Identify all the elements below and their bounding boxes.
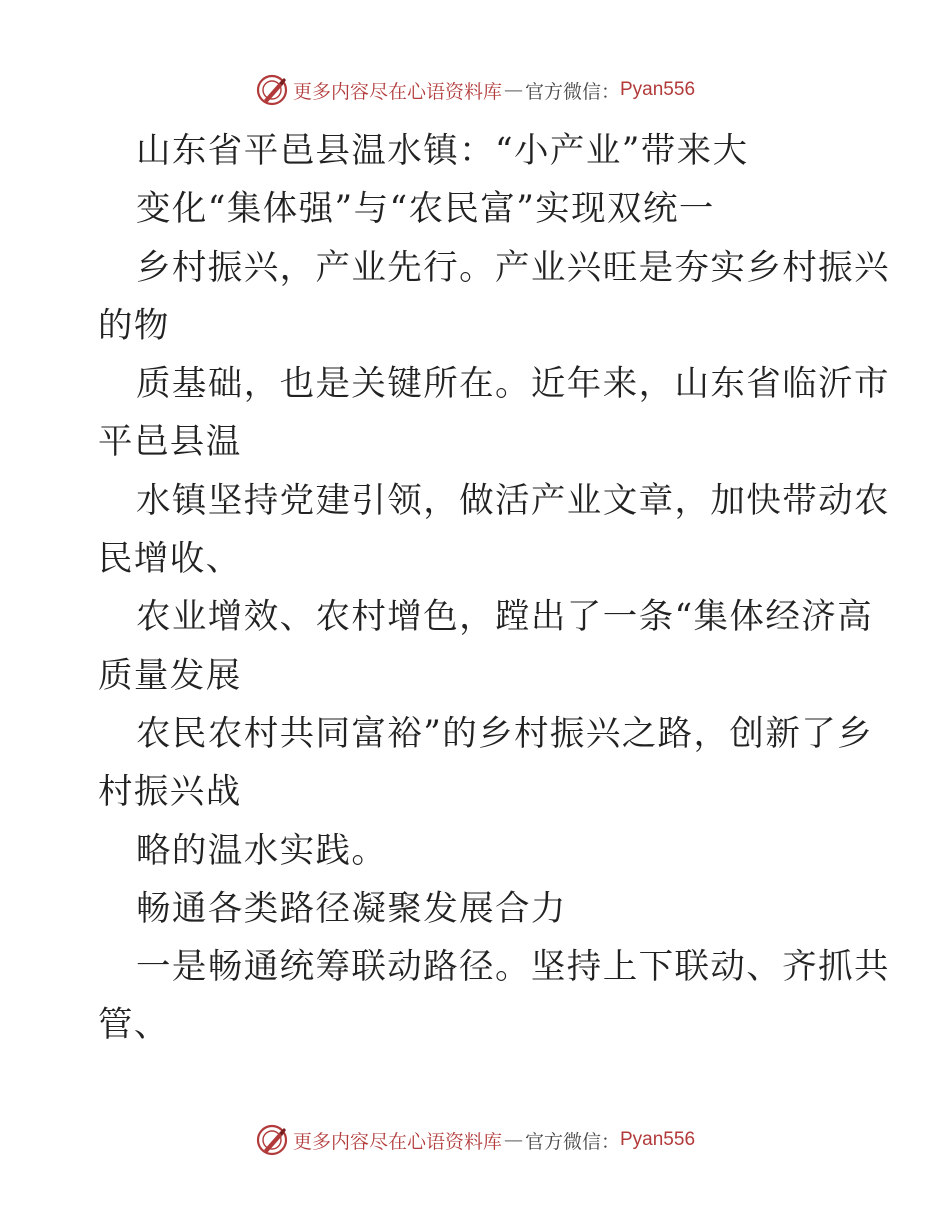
footer-banner (0, 1120, 950, 1160)
paragraph-line: 乡村振兴，产业先行。产业兴旺是夯实乡村振兴 (136, 247, 890, 288)
paragraph-line: 水镇坚持党建引领，做活产业文章，加快带动农 (136, 480, 890, 521)
banner-wechat-id: Pyan556 (620, 79, 696, 100)
paragraph-line: 的物 (98, 305, 170, 346)
title-line-1: 山东省平邑县温水镇：“小产业”带来大 (136, 131, 749, 171)
title-line-2: 变化“集体强”与“农民富”实现双统一 (136, 189, 715, 230)
banner-wechat-id: Pyan556 (620, 1129, 696, 1150)
paragraph-line: 民增收、 (98, 539, 242, 580)
banner-wechat-label: 官方微信： (524, 80, 620, 103)
header-banner (0, 70, 950, 110)
paragraph-line: 略的温水实践。 (136, 830, 388, 871)
paragraph-line: 村振兴战 (98, 772, 242, 813)
banner-text: 更多内容尽在心语资料库 (292, 80, 502, 103)
paragraph-line: 平邑县温 (98, 422, 242, 463)
banner-separator: — (503, 79, 523, 101)
banner-separator: — (503, 1129, 523, 1151)
paragraph-line: 农民农村共同富裕”的乡村振兴之路，创新了乡 (136, 713, 874, 754)
pen-logo-icon (255, 73, 289, 107)
section-heading: 畅通各类路径凝聚发展合力 (136, 888, 567, 929)
banner-text: 更多内容尽在心语资料库 (292, 1130, 502, 1153)
paragraph-line: 质基础，也是关键所在。近年来，山东省临沂市 (136, 364, 890, 405)
paragraph-line: 农业增效、农村增色，蹚出了一条“集体经济高 (136, 597, 874, 638)
paragraph-line: 管、 (98, 1005, 170, 1046)
paragraph-line: 一是畅通统筹联动路径。坚持上下联动、齐抓共 (136, 947, 890, 988)
paragraph-line: 质量发展 (98, 655, 242, 696)
article-body (98, 122, 890, 1055)
pen-logo-icon (255, 1123, 289, 1157)
banner-wechat-label: 官方微信： (524, 1130, 620, 1153)
